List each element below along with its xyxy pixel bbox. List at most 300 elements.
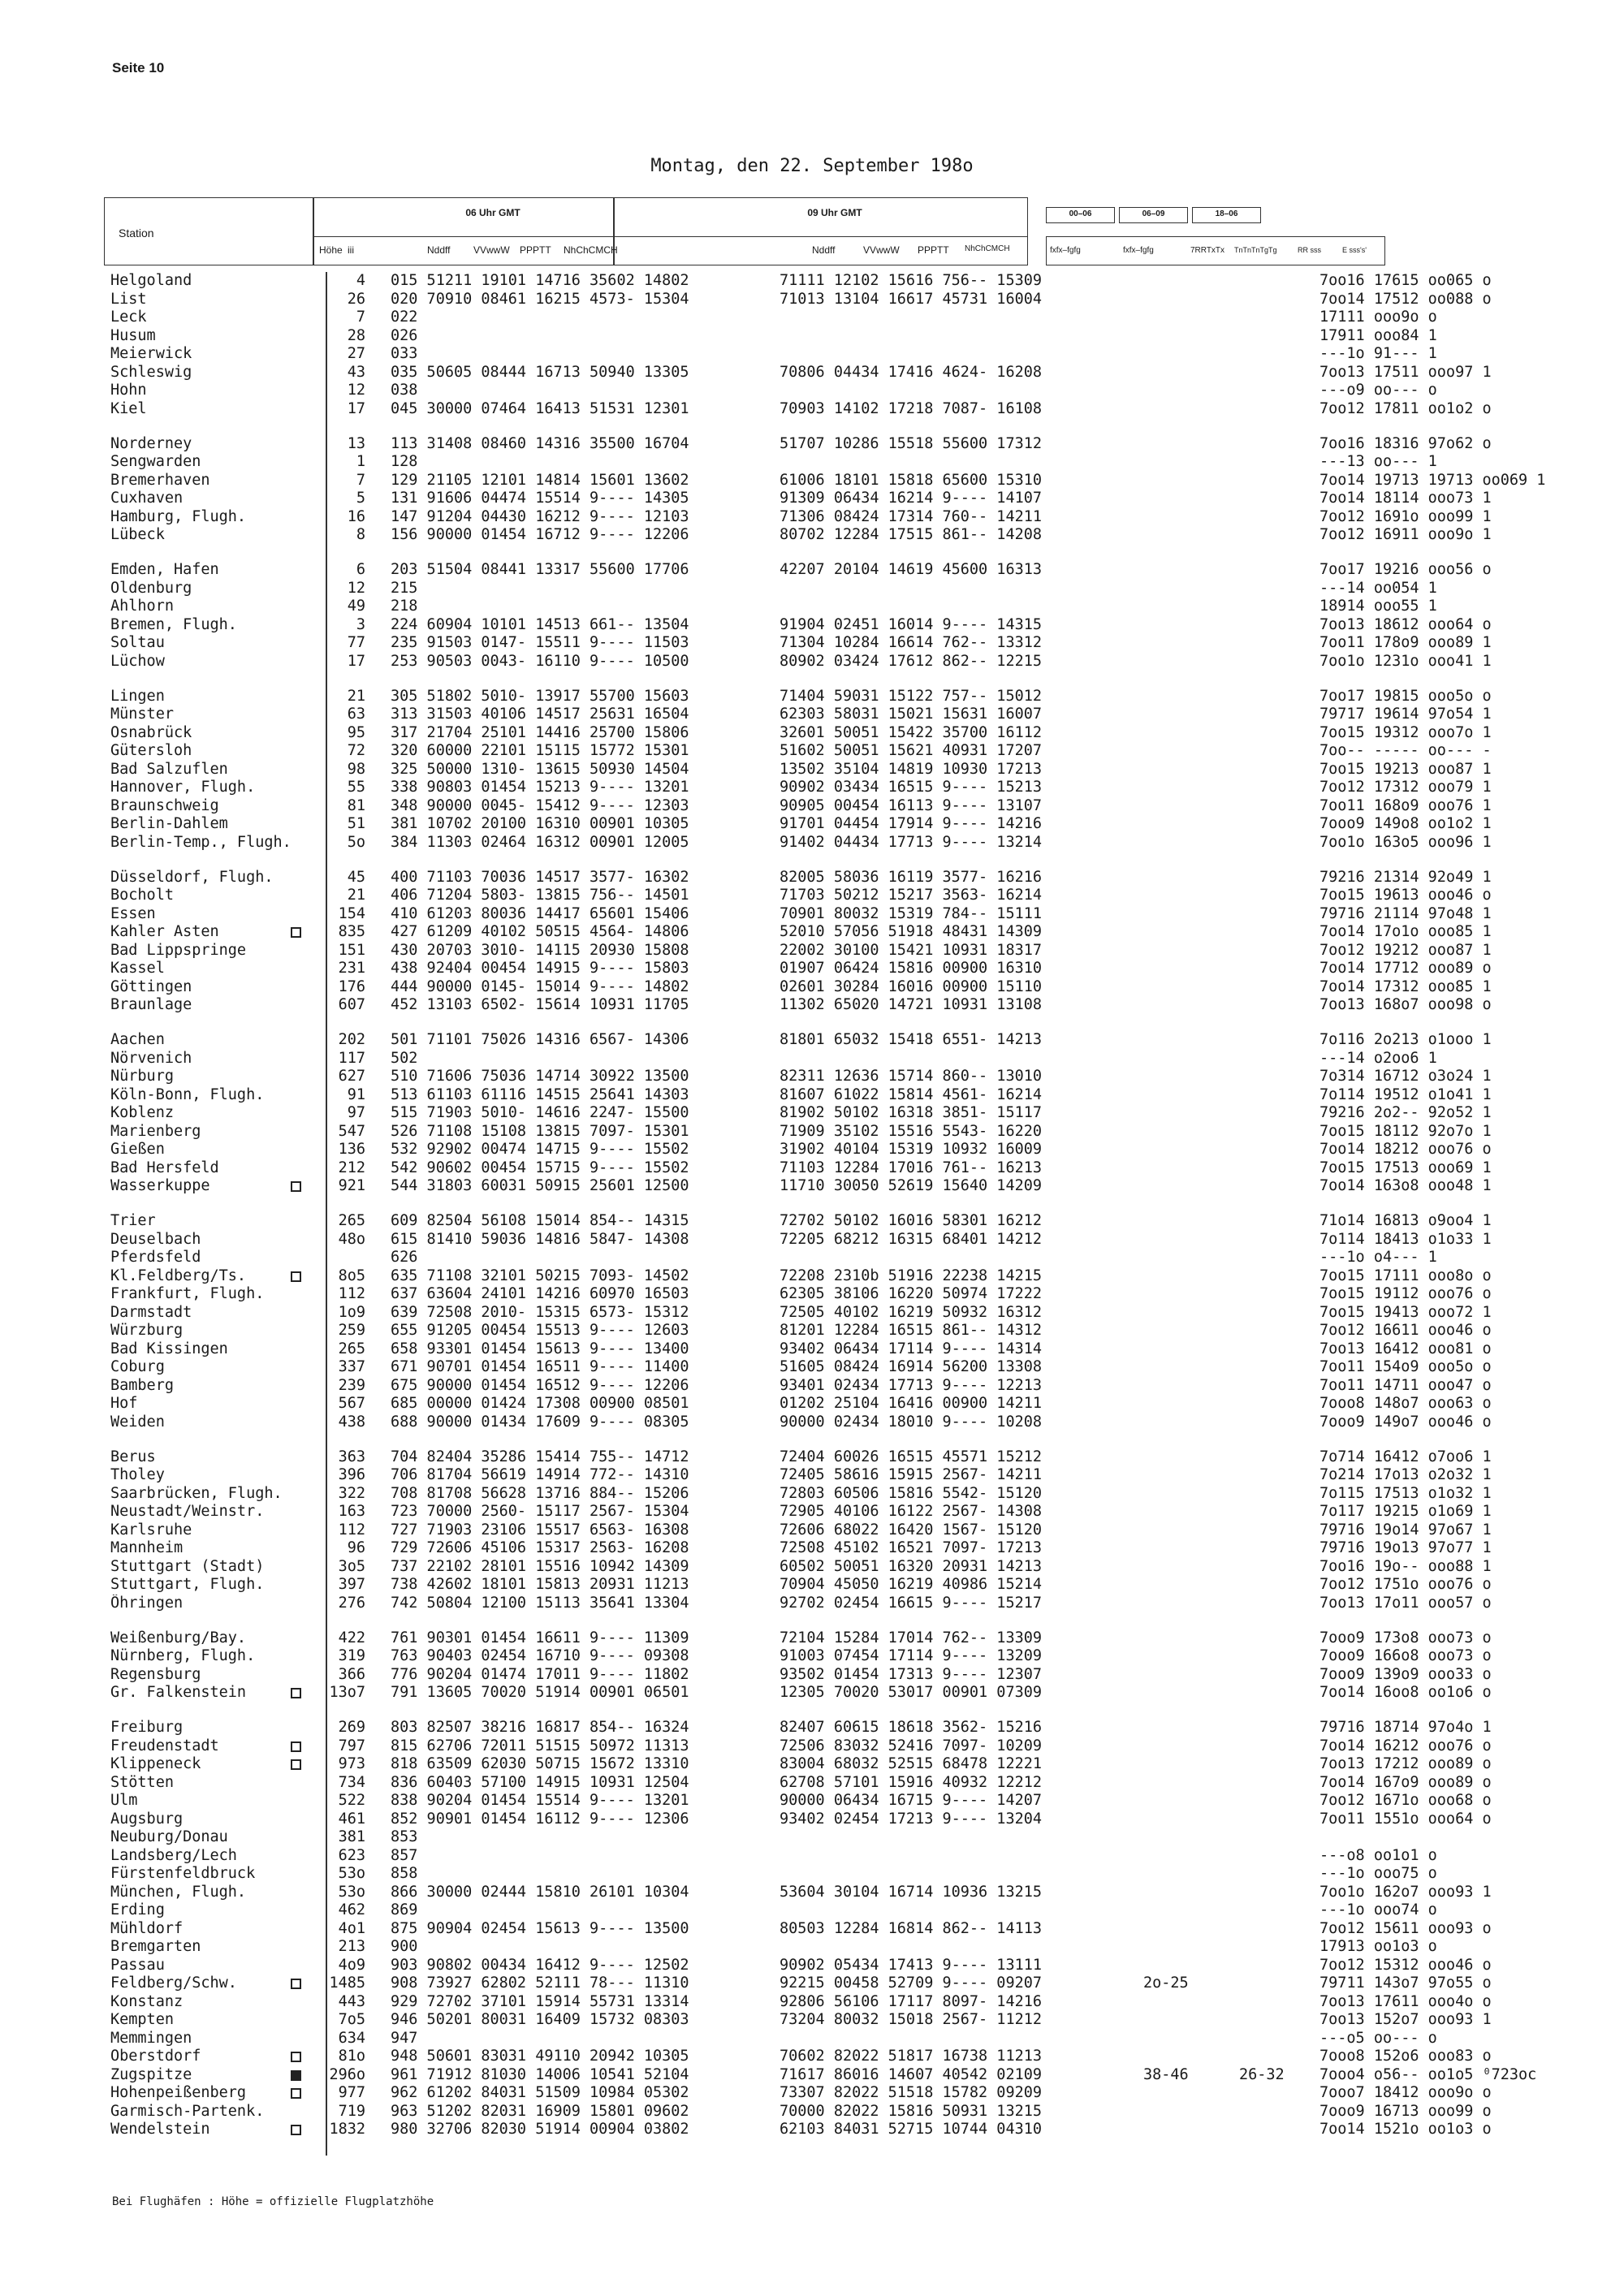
obs-09-uhr: 02601 30284 16016 00900 15110 bbox=[780, 978, 1043, 995]
station-height: 265 bbox=[338, 1212, 365, 1229]
station-group bbox=[104, 1719, 1598, 2139]
header-nddff-09: Nddff bbox=[812, 244, 836, 256]
table-row bbox=[104, 1884, 1598, 1902]
station-name: Lüchow bbox=[110, 652, 165, 670]
table-row bbox=[104, 616, 1598, 635]
obs-09-uhr: 71111 12102 15616 756-- 15309 bbox=[780, 272, 1043, 289]
obs-18-06: 79716 19o14 97o67 1 bbox=[1320, 1521, 1492, 1539]
obs-18-06: 7oo12 16611 ooo46 o bbox=[1320, 1322, 1492, 1339]
obs-18-06: 7oo15 17111 ooo8o o bbox=[1320, 1267, 1492, 1284]
station-height: 112 bbox=[338, 1521, 365, 1539]
obs-06-uhr: 706 81704 56619 14914 772-- 14310 bbox=[391, 1466, 689, 1483]
station-height: 6 bbox=[356, 561, 365, 578]
obs-18-06: 7o117 19215 o1o69 1 bbox=[1320, 1503, 1492, 1520]
station-height: 265 bbox=[338, 1340, 365, 1357]
obs-09-uhr: 70602 82022 51817 16738 11213 bbox=[780, 2048, 1043, 2065]
table-row bbox=[104, 1755, 1598, 1774]
obs-18-06: ---1o ooo74 o bbox=[1320, 1901, 1437, 1918]
header-09-uhr: 09 Uhr GMT bbox=[807, 207, 862, 218]
station-height: 51 bbox=[347, 815, 365, 832]
station-height: 97 bbox=[347, 1104, 365, 1121]
station-height: 28 bbox=[347, 326, 365, 344]
gust-00-06: 2o-25 bbox=[1143, 1974, 1189, 1992]
station-name: Marienberg bbox=[110, 1122, 201, 1140]
station-name: Fürstenfeldbruck bbox=[110, 1865, 256, 1882]
station-name: Braunschweig bbox=[110, 796, 219, 814]
obs-18-06: 7oo15 19613 ooo46 o bbox=[1320, 887, 1492, 904]
station-table bbox=[104, 272, 1598, 2156]
obs-06-uhr: 818 63509 62030 50715 15672 13310 bbox=[391, 1755, 689, 1772]
obs-18-06: 7oo17 19815 ooo5o o bbox=[1320, 687, 1492, 705]
obs-09-uhr: 72506 83032 52416 7097- 10209 bbox=[780, 1737, 1043, 1754]
station-name: Konstanz bbox=[110, 1992, 184, 2010]
table-row bbox=[104, 923, 1598, 942]
obs-18-06: 79216 2o2-- 92o52 1 bbox=[1320, 1104, 1492, 1121]
station-name: Meierwick bbox=[110, 345, 192, 362]
obs-18-06: 7ooo7 18412 ooo9o o bbox=[1320, 2084, 1492, 2101]
obs-09-uhr: 90000 06434 16715 9---- 14207 bbox=[780, 1792, 1043, 1809]
station-name: Kl.Feldberg/Ts. bbox=[110, 1267, 247, 1284]
obs-06-uhr: 776 90204 01474 17011 9---- 11802 bbox=[391, 1665, 689, 1683]
obs-06-uhr: 317 21704 25101 14416 25700 15806 bbox=[391, 723, 689, 741]
station-height: 21 bbox=[347, 887, 365, 904]
obs-09-uhr: 91003 07454 17114 9---- 13209 bbox=[780, 1647, 1043, 1664]
table-row bbox=[104, 382, 1598, 400]
obs-09-uhr: 92806 56106 17117 8097- 14216 bbox=[780, 1992, 1043, 2010]
table-row bbox=[104, 400, 1598, 419]
table-row bbox=[104, 688, 1598, 706]
station-name: Kempten bbox=[110, 2011, 174, 2028]
obs-18-06: 7oo15 19413 ooo72 1 bbox=[1320, 1303, 1492, 1321]
station-name: Bamberg bbox=[110, 1376, 174, 1394]
station-name: Freiburg bbox=[110, 1719, 184, 1736]
obs-18-06: 7oo13 16412 ooo81 o bbox=[1320, 1340, 1492, 1357]
obs-18-06: 7o114 19512 o1o41 1 bbox=[1320, 1085, 1492, 1103]
obs-18-06: 7ooo9 16713 ooo99 o bbox=[1320, 2102, 1492, 2120]
table-row bbox=[104, 291, 1598, 309]
station-height: 269 bbox=[338, 1719, 365, 1736]
obs-09-uhr: 83004 68032 52515 68478 12221 bbox=[780, 1755, 1043, 1772]
obs-18-06: 7oo13 17212 ooo89 o bbox=[1320, 1755, 1492, 1772]
obs-06-uhr: 961 71912 81030 14006 10541 52104 bbox=[391, 2065, 689, 2083]
table-row bbox=[104, 2121, 1598, 2139]
table-row bbox=[104, 1684, 1598, 1703]
obs-09-uhr: 92702 02454 16615 9---- 15217 bbox=[780, 1594, 1043, 1612]
station-name: Husum bbox=[110, 326, 156, 344]
header-vvwww-09: VVwwW bbox=[863, 244, 900, 256]
station-group bbox=[104, 688, 1598, 852]
header-tmn: TnTnTnTgTg bbox=[1234, 246, 1277, 254]
station-name: Koblenz bbox=[110, 1104, 174, 1121]
station-height: 8o5 bbox=[338, 1267, 365, 1284]
obs-09-uhr: 72208 2310b 51916 22238 14215 bbox=[780, 1267, 1043, 1284]
station-height: 462 bbox=[338, 1901, 365, 1918]
obs-18-06: 7ooo9 166o8 ooo73 o bbox=[1320, 1647, 1492, 1664]
obs-18-06: ---14 oo054 1 bbox=[1320, 579, 1437, 597]
obs-18-06: 7oo14 163o8 ooo48 1 bbox=[1320, 1177, 1492, 1194]
obs-18-06: ---1o ooo75 o bbox=[1320, 1865, 1437, 1882]
footnote: Bei Flughäfen : Höhe = offizielle Flugplatzhöhe bbox=[112, 2195, 434, 2208]
station-name: Nörvenich bbox=[110, 1049, 192, 1067]
obs-18-06: 79717 19614 97o54 1 bbox=[1320, 706, 1492, 723]
obs-09-uhr: 62708 57101 15916 40932 12212 bbox=[780, 1773, 1043, 1791]
station-name: Coburg bbox=[110, 1358, 165, 1375]
station-height: 3 bbox=[356, 615, 365, 633]
obs-09-uhr: 72702 50102 16016 58301 16212 bbox=[780, 1212, 1043, 1229]
table-row bbox=[104, 1177, 1598, 1196]
table-row bbox=[104, 1539, 1598, 1558]
table-row bbox=[104, 978, 1598, 997]
obs-18-06: 7oo15 17513 ooo69 1 bbox=[1320, 1159, 1492, 1176]
obs-09-uhr: 90902 05434 17413 9---- 13111 bbox=[780, 1956, 1043, 1974]
station-name: Tholey bbox=[110, 1466, 165, 1483]
obs-09-uhr: 71703 50212 15217 3563- 16214 bbox=[780, 887, 1043, 904]
station-name: Ulm bbox=[110, 1792, 138, 1809]
obs-18-06: 7oo11 14711 ooo47 o bbox=[1320, 1376, 1492, 1394]
station-name: Saarbrücken, Flugh. bbox=[110, 1484, 283, 1502]
station-name: Hannover, Flugh. bbox=[110, 779, 256, 796]
table-row bbox=[104, 2066, 1598, 2085]
obs-06-uhr: 815 62706 72011 51515 50972 11313 bbox=[391, 1737, 689, 1754]
table-row bbox=[104, 1993, 1598, 2012]
obs-06-uhr: 320 60000 22101 15115 15772 15301 bbox=[391, 742, 689, 759]
station-height: 319 bbox=[338, 1647, 365, 1664]
station-name: Öhringen bbox=[110, 1594, 184, 1612]
station-height: 623 bbox=[338, 1846, 365, 1864]
station-name: Neustadt/Weinstr. bbox=[110, 1503, 265, 1520]
station-height: 1832 bbox=[329, 2121, 365, 2138]
obs-09-uhr: 01907 06424 15816 00900 16310 bbox=[780, 960, 1043, 977]
station-name: Passau bbox=[110, 1956, 165, 1974]
station-name: Hamburg, Flugh. bbox=[110, 507, 247, 525]
obs-18-06: 7o314 16712 o3o24 1 bbox=[1320, 1068, 1492, 1085]
station-height: 547 bbox=[338, 1122, 365, 1140]
table-row bbox=[104, 435, 1598, 454]
station-name: Köln-Bonn, Flugh. bbox=[110, 1085, 265, 1103]
obs-18-06: 7oo15 19112 ooo76 o bbox=[1320, 1285, 1492, 1302]
obs-09-uhr: 60502 50051 16320 20931 14213 bbox=[780, 1557, 1043, 1575]
obs-06-uhr: 791 13605 70020 51914 00901 06501 bbox=[391, 1684, 689, 1701]
station-group bbox=[104, 435, 1598, 545]
table-row bbox=[104, 1304, 1598, 1323]
obs-06-uhr: 708 81708 56628 13716 884-- 15206 bbox=[391, 1484, 689, 1502]
station-name: Wendelstein bbox=[110, 2121, 210, 2138]
header-06-uhr: 06 Uhr GMT bbox=[465, 207, 520, 218]
station-height: 16 bbox=[347, 507, 365, 525]
station-height: 13 bbox=[347, 434, 365, 452]
table-row bbox=[104, 724, 1598, 743]
station-height: 627 bbox=[338, 1068, 365, 1085]
station-height: 443 bbox=[338, 1992, 365, 2010]
station-name: Nürnberg, Flugh. bbox=[110, 1647, 256, 1664]
station-height: 322 bbox=[338, 1484, 365, 1502]
station-height: 176 bbox=[338, 978, 365, 995]
table-row bbox=[104, 1050, 1598, 1068]
station-name: Memmingen bbox=[110, 2029, 192, 2047]
station-height: 213 bbox=[338, 1938, 365, 1955]
header-hoehe: Höhe bbox=[319, 244, 343, 256]
page-label: Seite 10 bbox=[112, 60, 165, 76]
obs-18-06: 7oo12 19212 ooo87 1 bbox=[1320, 941, 1492, 959]
obs-18-06: 7oo15 19312 ooo7o 1 bbox=[1320, 723, 1492, 741]
station-name: Oldenburg bbox=[110, 579, 192, 597]
obs-09-uhr: 62305 38106 16220 50974 17222 bbox=[780, 1285, 1043, 1302]
station-name: Mühldorf bbox=[110, 1919, 184, 1937]
mountain-station-filled-icon bbox=[291, 2070, 301, 2081]
station-height: 567 bbox=[338, 1395, 365, 1412]
station-height: 3o5 bbox=[338, 1557, 365, 1575]
obs-06-uhr: 515 71903 5010- 14616 2247- 15500 bbox=[391, 1104, 689, 1121]
station-name: Ahlhorn bbox=[110, 598, 174, 615]
station-name: Stuttgart, Flugh. bbox=[110, 1576, 265, 1593]
station-height: 21 bbox=[347, 687, 365, 705]
table-row bbox=[104, 1322, 1598, 1340]
station-name: Hof bbox=[110, 1395, 138, 1412]
station-height: 1485 bbox=[329, 1974, 365, 1992]
obs-06-uhr: 045 30000 07464 16413 51531 12301 bbox=[391, 399, 689, 417]
obs-18-06: 7oo15 19213 ooo87 1 bbox=[1320, 760, 1492, 778]
table-row bbox=[104, 797, 1598, 816]
station-height: 53o bbox=[338, 1883, 365, 1901]
table-row bbox=[104, 2103, 1598, 2121]
obs-09-uhr: 72505 40102 16219 50932 16312 bbox=[780, 1303, 1043, 1321]
station-height: 112 bbox=[338, 1285, 365, 1302]
obs-09-uhr: 91904 02451 16014 9---- 14315 bbox=[780, 615, 1043, 633]
obs-06-uhr: 869 bbox=[391, 1901, 418, 1918]
station-name: Bremerhaven bbox=[110, 471, 210, 489]
table-row bbox=[104, 1448, 1598, 1467]
station-height: 634 bbox=[338, 2029, 365, 2047]
obs-06-uhr: 384 11303 02464 16312 00901 12005 bbox=[391, 833, 689, 851]
station-height: 381 bbox=[338, 1828, 365, 1845]
obs-06-uhr: 427 61209 40102 50515 4564- 14806 bbox=[391, 923, 689, 940]
station-group bbox=[104, 1448, 1598, 1613]
station-name: Augsburg bbox=[110, 1810, 184, 1828]
station-height: 4 bbox=[356, 272, 365, 289]
mountain-station-icon bbox=[291, 2052, 301, 2062]
obs-09-uhr: 72104 15284 17014 762-- 13309 bbox=[780, 1629, 1043, 1646]
obs-18-06: 7oo14 17o1o ooo85 1 bbox=[1320, 923, 1492, 940]
station-group bbox=[104, 1031, 1598, 1196]
obs-06-uhr: 532 92902 00474 14715 9---- 15502 bbox=[391, 1141, 689, 1158]
obs-09-uhr: 13502 35104 14819 10930 17213 bbox=[780, 760, 1043, 778]
table-row bbox=[104, 905, 1598, 924]
obs-06-uhr: 015 51211 19101 14716 35602 14802 bbox=[391, 272, 689, 289]
obs-09-uhr: 81201 12284 16515 861-- 14312 bbox=[780, 1322, 1043, 1339]
station-name: Berus bbox=[110, 1448, 156, 1465]
obs-18-06: 7ooo9 149o8 oo1o2 1 bbox=[1320, 815, 1492, 832]
station-height: 363 bbox=[338, 1448, 365, 1465]
obs-06-uhr: 438 92404 00454 14915 9---- 15803 bbox=[391, 960, 689, 977]
obs-18-06: 7oo13 17o11 ooo57 o bbox=[1320, 1594, 1492, 1612]
mountain-station-icon bbox=[291, 1181, 301, 1192]
station-name: Kahler Asten bbox=[110, 923, 219, 940]
obs-06-uhr: 510 71606 75036 14714 30922 13500 bbox=[391, 1068, 689, 1085]
table-row bbox=[104, 1920, 1598, 1939]
obs-18-06: 7o714 16412 o7oo6 1 bbox=[1320, 1448, 1492, 1465]
table-row bbox=[104, 1358, 1598, 1377]
obs-06-uhr: 761 90301 01454 16611 9---- 11309 bbox=[391, 1629, 689, 1646]
obs-09-uhr: 11302 65020 14721 10931 13108 bbox=[780, 996, 1043, 1013]
table-row bbox=[104, 598, 1598, 616]
station-height: 5 bbox=[356, 490, 365, 507]
obs-06-uhr: 948 50601 83031 49110 20942 10305 bbox=[391, 2048, 689, 2065]
obs-18-06: 7oo17 19216 ooo56 o bbox=[1320, 561, 1492, 578]
table-row bbox=[104, 815, 1598, 834]
obs-09-uhr: 93502 01454 17313 9---- 12307 bbox=[780, 1665, 1043, 1683]
station-group bbox=[104, 1212, 1598, 1431]
header-period-06-09-label: 06–09 bbox=[1142, 209, 1165, 218]
station-name: Stuttgart (Stadt) bbox=[110, 1557, 265, 1575]
station-name: München, Flugh. bbox=[110, 1883, 247, 1901]
obs-18-06: 7oo14 17312 ooo85 1 bbox=[1320, 978, 1492, 995]
obs-09-uhr: 51602 50051 15621 40931 17207 bbox=[780, 742, 1043, 759]
table-row bbox=[104, 1231, 1598, 1249]
page-title: Montag, den 22. September 198o bbox=[650, 156, 974, 176]
table-row bbox=[104, 1647, 1598, 1666]
station-height: 734 bbox=[338, 1773, 365, 1791]
header-vvwww-06: VVwwW bbox=[473, 244, 510, 256]
obs-18-06: 7oo12 1691o ooo99 1 bbox=[1320, 507, 1492, 525]
obs-09-uhr: 90905 00454 16113 9---- 13107 bbox=[780, 796, 1043, 814]
station-name: Oberstdorf bbox=[110, 2048, 201, 2065]
obs-09-uhr: 72405 58616 15915 2567- 14211 bbox=[780, 1466, 1043, 1483]
obs-18-06: 7ooo9 139o9 ooo33 o bbox=[1320, 1665, 1492, 1683]
obs-18-06: 7oo16 19o-- ooo88 1 bbox=[1320, 1557, 1492, 1575]
obs-09-uhr: 82005 58036 16119 3577- 16216 bbox=[780, 868, 1043, 886]
obs-09-uhr: 72508 45102 16521 7097- 17213 bbox=[780, 1539, 1043, 1556]
obs-06-uhr: 501 71101 75026 14316 6567- 14306 bbox=[391, 1031, 689, 1048]
obs-09-uhr: 93401 02434 17713 9---- 12213 bbox=[780, 1376, 1043, 1394]
station-name: Freudenstadt bbox=[110, 1737, 219, 1754]
obs-06-uhr: 502 bbox=[391, 1049, 418, 1067]
header-esss: E sss's' bbox=[1342, 246, 1367, 254]
obs-09-uhr: 71909 35102 15516 5543- 16220 bbox=[780, 1122, 1043, 1140]
obs-18-06: ---1o o4--- 1 bbox=[1320, 1249, 1437, 1266]
obs-18-06: 7oo12 17811 oo1o2 o bbox=[1320, 399, 1492, 417]
obs-06-uhr: 704 82404 35286 15414 755-- 14712 bbox=[391, 1448, 689, 1465]
obs-18-06: ---o5 oo--- o bbox=[1320, 2029, 1437, 2047]
table-row bbox=[104, 2030, 1598, 2048]
station-name: Deuselbach bbox=[110, 1230, 201, 1248]
station-name: Münster bbox=[110, 706, 174, 723]
table-row bbox=[104, 1340, 1598, 1359]
table-row bbox=[104, 1123, 1598, 1142]
station-height: 202 bbox=[338, 1031, 365, 1048]
table-row bbox=[104, 869, 1598, 887]
obs-06-uhr: 946 50201 80031 16409 15732 08303 bbox=[391, 2011, 689, 2028]
station-height: 259 bbox=[338, 1322, 365, 1339]
station-name: Göttingen bbox=[110, 978, 192, 995]
obs-09-uhr: 70000 82022 15816 50931 13215 bbox=[780, 2102, 1043, 2120]
station-name: Hohn bbox=[110, 382, 147, 399]
station-name: Braunlage bbox=[110, 996, 192, 1013]
obs-09-uhr: 71404 59031 15122 757-- 15012 bbox=[780, 687, 1043, 705]
obs-06-uhr: 908 73927 62802 52111 78--- 11310 bbox=[391, 1974, 689, 1992]
obs-06-uhr: 637 63604 24101 14216 60970 16503 bbox=[391, 1285, 689, 1302]
header-rrr: 7RRTxTx bbox=[1190, 246, 1225, 255]
obs-06-uhr: 857 bbox=[391, 1846, 418, 1864]
table-row bbox=[104, 1847, 1598, 1866]
obs-06-uhr: 131 91606 04474 15514 9---- 14305 bbox=[391, 490, 689, 507]
table-row bbox=[104, 1774, 1598, 1793]
table-row bbox=[104, 1737, 1598, 1756]
station-height: 117 bbox=[338, 1049, 365, 1067]
table-row bbox=[104, 1828, 1598, 1847]
obs-09-uhr: 80503 12284 16814 862-- 14113 bbox=[780, 1919, 1043, 1937]
obs-09-uhr: 90902 03434 16515 9---- 15213 bbox=[780, 779, 1043, 796]
obs-06-uhr: 035 50605 08444 16713 50940 13305 bbox=[391, 363, 689, 381]
table-row bbox=[104, 1901, 1598, 1920]
station-name: Emden, Hafen bbox=[110, 561, 219, 578]
obs-06-uhr: 685 00000 01424 17308 00900 08501 bbox=[391, 1395, 689, 1412]
header-nddff-06: Nddff bbox=[427, 244, 451, 256]
station-height: 366 bbox=[338, 1665, 365, 1683]
station-name: Lingen bbox=[110, 687, 165, 705]
station-height: 12 bbox=[347, 579, 365, 597]
obs-06-uhr: 903 90802 00434 16412 9---- 12502 bbox=[391, 1956, 689, 1974]
obs-18-06: 7oo15 18112 92o7o 1 bbox=[1320, 1122, 1492, 1140]
obs-06-uhr: 626 bbox=[391, 1249, 418, 1266]
table-row bbox=[104, 1666, 1598, 1685]
obs-18-06: 7oo14 17712 ooo89 o bbox=[1320, 960, 1492, 977]
station-name: Würzburg bbox=[110, 1322, 184, 1339]
table-row bbox=[104, 653, 1598, 671]
station-name: Bad Kissingen bbox=[110, 1340, 228, 1357]
station-height: 1 bbox=[356, 453, 365, 470]
table-row bbox=[104, 2084, 1598, 2103]
station-height: 4o9 bbox=[338, 1956, 365, 1974]
station-name: Essen bbox=[110, 904, 156, 922]
table-row bbox=[104, 526, 1598, 545]
station-height: 12 bbox=[347, 382, 365, 399]
gust-06-09: 26-32 bbox=[1239, 2065, 1285, 2083]
station-name: Karlsruhe bbox=[110, 1521, 192, 1539]
station-name: Bocholt bbox=[110, 887, 174, 904]
station-name: Garmisch-Partenk. bbox=[110, 2102, 265, 2120]
station-height: 397 bbox=[338, 1576, 365, 1593]
table-row bbox=[104, 1159, 1598, 1178]
obs-09-uhr: 72606 68022 16420 1567- 15120 bbox=[780, 1521, 1043, 1539]
station-height: 27 bbox=[347, 345, 365, 362]
station-height: 396 bbox=[338, 1466, 365, 1483]
obs-06-uhr: 022 bbox=[391, 309, 418, 326]
obs-09-uhr: 72803 60506 15816 5542- 15120 bbox=[780, 1484, 1043, 1502]
table-row bbox=[104, 1086, 1598, 1105]
obs-09-uhr: 72404 60026 16515 45571 15212 bbox=[780, 1448, 1043, 1465]
obs-06-uhr: 020 70910 08461 16215 4573- 15304 bbox=[391, 290, 689, 308]
obs-06-uhr: 609 82504 56108 15014 854-- 14315 bbox=[391, 1212, 689, 1229]
obs-18-06: 17913 oo1o3 o bbox=[1320, 1938, 1437, 1955]
station-name: Weiden bbox=[110, 1413, 165, 1431]
obs-18-06: ---1o 91--- 1 bbox=[1320, 345, 1437, 362]
obs-06-uhr: 803 82507 38216 16817 854-- 16324 bbox=[391, 1719, 689, 1736]
header-nchc-06: NhChCMCH bbox=[564, 244, 618, 256]
obs-06-uhr: 727 71903 23106 15517 6563- 16308 bbox=[391, 1521, 689, 1539]
obs-09-uhr: 22002 30100 15421 10931 18317 bbox=[780, 941, 1043, 959]
station-height: 522 bbox=[338, 1792, 365, 1809]
obs-09-uhr: 81902 50102 16318 3851- 15117 bbox=[780, 1104, 1043, 1121]
obs-06-uhr: 128 bbox=[391, 453, 418, 470]
table-row bbox=[104, 1031, 1598, 1050]
header-ppptt-09: PPPTT bbox=[918, 244, 949, 256]
mountain-station-icon bbox=[291, 927, 301, 938]
obs-18-06: 7ooo9 173o8 ooo73 o bbox=[1320, 1629, 1492, 1646]
obs-18-06: 7oo16 18316 97o62 o bbox=[1320, 434, 1492, 452]
obs-06-uhr: 400 71103 70036 14517 3577- 16302 bbox=[391, 868, 689, 886]
obs-06-uhr: 866 30000 02444 15810 26101 10304 bbox=[391, 1883, 689, 1901]
header-period-00-06-label: 00–06 bbox=[1069, 209, 1092, 218]
